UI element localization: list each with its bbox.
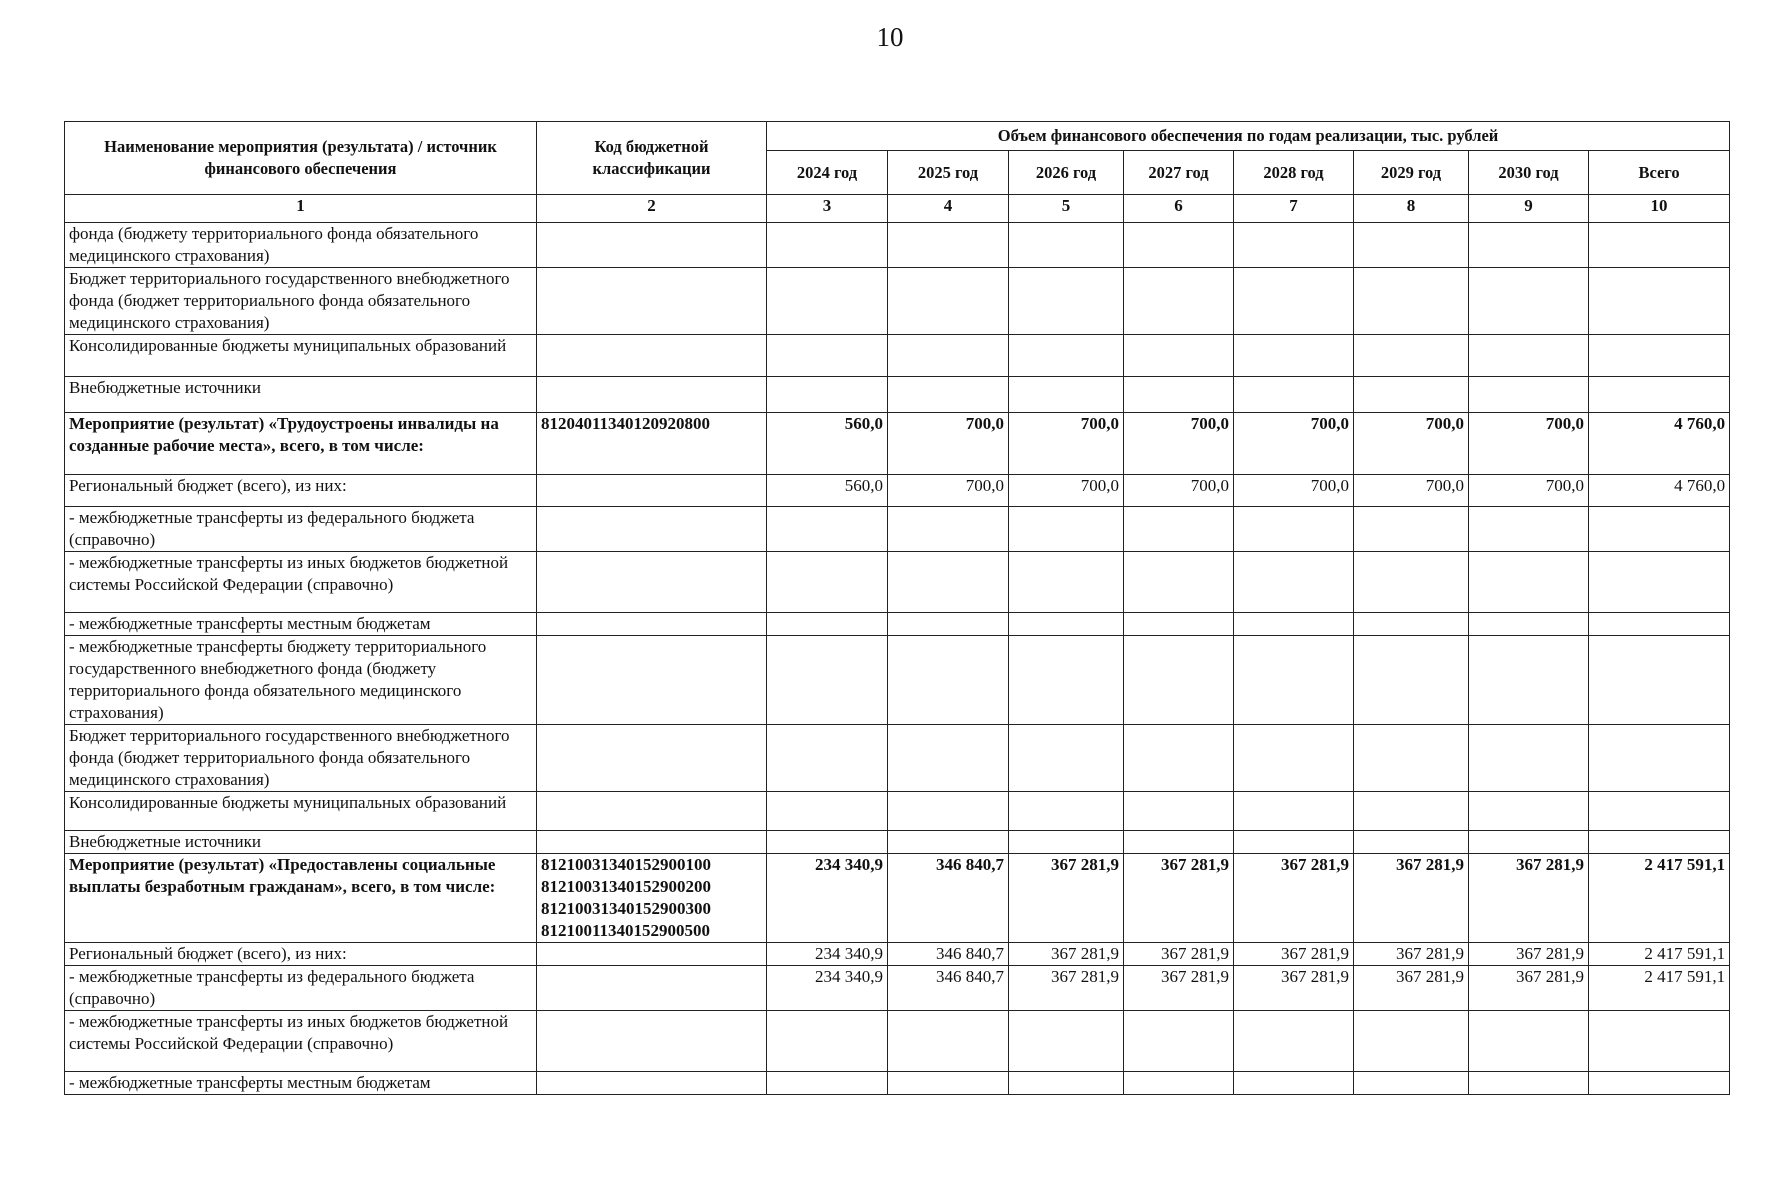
table-row xyxy=(65,831,1730,854)
row-value-cell xyxy=(1469,725,1589,792)
row-name-cell: Внебюджетные источники xyxy=(65,831,537,854)
row-name-cell: Бюджет территориального государственного внебюджетного фонда (бюджет территориального фонда обязательного медицинского страхования) xyxy=(65,268,537,335)
row-value-cell xyxy=(1009,223,1124,268)
row-value-cell xyxy=(767,377,888,413)
row-value-cell xyxy=(1469,792,1589,831)
row-value-cell xyxy=(888,377,1009,413)
table-row xyxy=(65,613,1730,636)
row-code-cell xyxy=(537,475,767,507)
row-value-cell xyxy=(1234,1072,1354,1095)
row-value-cell: 367 281,9 xyxy=(1469,966,1589,1011)
row-value-cell xyxy=(1354,792,1469,831)
row-total-cell xyxy=(1589,268,1730,335)
row-value-cell xyxy=(1354,613,1469,636)
row-total-cell xyxy=(1589,1011,1730,1072)
row-value-cell xyxy=(767,268,888,335)
row-code-cell xyxy=(537,943,767,966)
row-value-cell xyxy=(767,1072,888,1095)
row-name-cell: - межбюджетные трансферты из федерального бюджета (справочно) xyxy=(65,507,537,552)
row-value-cell xyxy=(1354,335,1469,377)
table-row xyxy=(65,377,1730,413)
row-code-cell xyxy=(537,831,767,854)
header-total: Всего xyxy=(1589,151,1730,195)
row-value-cell xyxy=(888,725,1009,792)
row-name-cell: Региональный бюджет (всего), из них: xyxy=(65,943,537,966)
row-code-cell xyxy=(537,507,767,552)
row-value-cell xyxy=(1234,725,1354,792)
row-value-cell: 367 281,9 xyxy=(1234,966,1354,1011)
header-name-column: Наименование мероприятия (результата) / источник финансового обеспечения xyxy=(65,122,537,195)
row-value-cell xyxy=(1234,636,1354,725)
row-value-cell xyxy=(1469,613,1589,636)
row-value-cell xyxy=(888,268,1009,335)
row-value-cell: 367 281,9 xyxy=(1124,943,1234,966)
row-value-cell xyxy=(1469,377,1589,413)
row-code-cell: 81210031340152900100 81210031340152900200 81210031340152900300 81210011340152900500 xyxy=(537,854,767,943)
row-value-cell xyxy=(1354,377,1469,413)
row-code-cell xyxy=(537,636,767,725)
row-name-cell: Мероприятие (результат) «Трудоустроены инвалиды на созданные рабочие места», всего, в том числе: xyxy=(65,413,537,475)
header-code-column: Код бюджетной классификации xyxy=(537,122,767,195)
row-value-cell xyxy=(1354,552,1469,613)
row-value-cell xyxy=(1124,725,1234,792)
table-row xyxy=(65,1072,1730,1095)
row-name-cell: - межбюджетные трансферты из федерального бюджета (справочно) xyxy=(65,966,537,1011)
row-name-cell: Консолидированные бюджеты муниципальных образований xyxy=(65,792,537,831)
row-value-cell xyxy=(1124,1072,1234,1095)
page-number: 10 xyxy=(876,22,904,52)
row-value-cell: 367 281,9 xyxy=(1354,854,1469,943)
row-value-cell: 700,0 xyxy=(1009,475,1124,507)
row-value-cell xyxy=(1124,335,1234,377)
row-value-cell xyxy=(1469,268,1589,335)
row-code-cell xyxy=(537,725,767,792)
row-value-cell: 700,0 xyxy=(1234,413,1354,475)
row-value-cell xyxy=(1124,636,1234,725)
row-code-cell xyxy=(537,223,767,268)
row-value-cell xyxy=(1124,792,1234,831)
row-name-cell: Мероприятие (результат) «Предоставлены социальные выплаты безработным гражданам», всего, в том числе: xyxy=(65,854,537,943)
row-value-cell xyxy=(1354,507,1469,552)
table-row xyxy=(65,943,1730,966)
row-value-cell xyxy=(1469,831,1589,854)
row-value-cell xyxy=(767,725,888,792)
row-code-cell xyxy=(537,792,767,831)
row-value-cell: 346 840,7 xyxy=(888,966,1009,1011)
row-value-cell xyxy=(1009,613,1124,636)
row-total-cell xyxy=(1589,507,1730,552)
row-name-cell: - межбюджетные трансферты местным бюджетам xyxy=(65,613,537,636)
row-value-cell xyxy=(767,613,888,636)
row-value-cell xyxy=(1354,831,1469,854)
row-value-cell xyxy=(1009,636,1124,725)
header-year: 2030 год xyxy=(1469,151,1589,195)
row-value-cell xyxy=(888,335,1009,377)
table-row xyxy=(65,636,1730,725)
row-total-cell: 4 760,0 xyxy=(1589,413,1730,475)
row-value-cell: 700,0 xyxy=(888,413,1009,475)
row-value-cell: 367 281,9 xyxy=(1354,943,1469,966)
row-value-cell xyxy=(1234,552,1354,613)
table-row xyxy=(65,792,1730,831)
header-year: 2029 год xyxy=(1354,151,1469,195)
row-code-cell xyxy=(537,335,767,377)
row-value-cell: 700,0 xyxy=(1354,475,1469,507)
row-total-cell xyxy=(1589,636,1730,725)
row-value-cell xyxy=(888,507,1009,552)
column-number: 7 xyxy=(1234,195,1354,223)
row-total-cell xyxy=(1589,1072,1730,1095)
row-value-cell: 367 281,9 xyxy=(1124,854,1234,943)
row-value-cell: 234 340,9 xyxy=(767,943,888,966)
row-value-cell xyxy=(1354,1011,1469,1072)
row-value-cell: 560,0 xyxy=(767,475,888,507)
row-code-cell xyxy=(537,377,767,413)
row-value-cell: 367 281,9 xyxy=(1469,943,1589,966)
row-value-cell xyxy=(1234,223,1354,268)
row-value-cell xyxy=(1124,268,1234,335)
row-value-cell xyxy=(1009,1011,1124,1072)
row-value-cell xyxy=(1469,1011,1589,1072)
row-name-cell: - межбюджетные трансферты из иных бюджетов бюджетной системы Российской Федерации (справочно) xyxy=(65,552,537,613)
row-value-cell: 234 340,9 xyxy=(767,854,888,943)
row-value-cell xyxy=(1124,507,1234,552)
header-year: 2025 год xyxy=(888,151,1009,195)
row-value-cell xyxy=(1124,377,1234,413)
table-row xyxy=(65,552,1730,613)
row-value-cell xyxy=(1124,831,1234,854)
row-value-cell xyxy=(1009,335,1124,377)
row-value-cell xyxy=(767,223,888,268)
row-value-cell xyxy=(1469,335,1589,377)
row-value-cell xyxy=(888,792,1009,831)
row-total-cell: 2 417 591,1 xyxy=(1589,966,1730,1011)
row-value-cell xyxy=(1354,268,1469,335)
row-value-cell xyxy=(767,792,888,831)
financing-table xyxy=(64,121,1730,1095)
row-value-cell xyxy=(1124,552,1234,613)
row-value-cell xyxy=(1354,725,1469,792)
row-value-cell xyxy=(1469,223,1589,268)
row-total-cell: 2 417 591,1 xyxy=(1589,854,1730,943)
row-value-cell: 367 281,9 xyxy=(1234,943,1354,966)
row-code-cell xyxy=(537,268,767,335)
row-value-cell xyxy=(1234,507,1354,552)
table-body xyxy=(65,223,1730,1095)
table-row xyxy=(65,966,1730,1011)
row-value-cell xyxy=(1009,552,1124,613)
row-value-cell xyxy=(1124,613,1234,636)
table-row xyxy=(65,725,1730,792)
row-total-cell xyxy=(1589,223,1730,268)
row-total-cell xyxy=(1589,377,1730,413)
row-name-cell: фонда (бюджету территориального фонда обязательного медицинского страхования) xyxy=(65,223,537,268)
row-value-cell xyxy=(767,1011,888,1072)
row-value-cell xyxy=(1234,377,1354,413)
table-row xyxy=(65,475,1730,507)
row-total-cell xyxy=(1589,552,1730,613)
row-value-cell xyxy=(1354,1072,1469,1095)
row-value-cell xyxy=(1009,268,1124,335)
table-row xyxy=(65,268,1730,335)
column-number: 10 xyxy=(1589,195,1730,223)
row-name-cell: - межбюджетные трансферты бюджету территориального государственного внебюджетного фонда (бюджету территориального фонда обязательного медицинского страхования) xyxy=(65,636,537,725)
row-value-cell xyxy=(1124,1011,1234,1072)
header-volume-column: Объем финансового обеспечения по годам реализации, тыс. рублей xyxy=(767,122,1730,151)
column-number: 8 xyxy=(1354,195,1469,223)
row-value-cell xyxy=(1009,725,1124,792)
row-value-cell: 700,0 xyxy=(1469,475,1589,507)
row-total-cell xyxy=(1589,792,1730,831)
row-value-cell: 367 281,9 xyxy=(1124,966,1234,1011)
row-value-cell xyxy=(1469,636,1589,725)
row-name-cell: Консолидированные бюджеты муниципальных образований xyxy=(65,335,537,377)
row-value-cell: 367 281,9 xyxy=(1009,943,1124,966)
row-value-cell xyxy=(888,636,1009,725)
table-row xyxy=(65,413,1730,475)
row-value-cell: 700,0 xyxy=(1009,413,1124,475)
row-code-cell: 81204011340120920800 xyxy=(537,413,767,475)
row-name-cell: - межбюджетные трансферты из иных бюджетов бюджетной системы Российской Федерации (справочно) xyxy=(65,1011,537,1072)
row-value-cell xyxy=(1234,268,1354,335)
row-name-cell: Бюджет территориального государственного внебюджетного фонда (бюджет территориального фонда обязательного медицинского страхования) xyxy=(65,725,537,792)
row-value-cell: 367 281,9 xyxy=(1469,854,1589,943)
row-value-cell: 560,0 xyxy=(767,413,888,475)
row-value-cell xyxy=(888,1072,1009,1095)
header-year: 2028 год xyxy=(1234,151,1354,195)
table-row xyxy=(65,507,1730,552)
row-total-cell: 4 760,0 xyxy=(1589,475,1730,507)
row-value-cell xyxy=(1234,1011,1354,1072)
row-total-cell xyxy=(1589,831,1730,854)
row-value-cell xyxy=(767,831,888,854)
row-total-cell xyxy=(1589,725,1730,792)
row-value-cell xyxy=(888,1011,1009,1072)
row-value-cell xyxy=(1354,223,1469,268)
table-row xyxy=(65,1011,1730,1072)
row-value-cell xyxy=(1234,831,1354,854)
row-code-cell xyxy=(537,1072,767,1095)
row-code-cell xyxy=(537,1011,767,1072)
row-total-cell: 2 417 591,1 xyxy=(1589,943,1730,966)
row-value-cell: 234 340,9 xyxy=(767,966,888,1011)
table-row xyxy=(65,335,1730,377)
row-value-cell: 700,0 xyxy=(1234,475,1354,507)
row-value-cell: 367 281,9 xyxy=(1009,854,1124,943)
row-value-cell: 346 840,7 xyxy=(888,854,1009,943)
row-value-cell xyxy=(767,335,888,377)
row-value-cell xyxy=(888,831,1009,854)
header-year: 2024 год xyxy=(767,151,888,195)
row-value-cell xyxy=(1234,613,1354,636)
column-number: 1 xyxy=(65,195,537,223)
row-name-cell: - межбюджетные трансферты местным бюджетам xyxy=(65,1072,537,1095)
row-value-cell xyxy=(1009,1072,1124,1095)
row-value-cell xyxy=(1354,636,1469,725)
row-name-cell: Региональный бюджет (всего), из них: xyxy=(65,475,537,507)
row-total-cell xyxy=(1589,613,1730,636)
row-value-cell: 700,0 xyxy=(1354,413,1469,475)
row-value-cell xyxy=(1009,792,1124,831)
row-value-cell xyxy=(1469,1072,1589,1095)
row-value-cell xyxy=(888,552,1009,613)
table-column-numbers-row xyxy=(65,195,1730,223)
row-value-cell xyxy=(1234,792,1354,831)
row-value-cell: 700,0 xyxy=(1124,413,1234,475)
row-value-cell: 346 840,7 xyxy=(888,943,1009,966)
row-value-cell xyxy=(1124,223,1234,268)
row-value-cell xyxy=(888,223,1009,268)
column-number: 5 xyxy=(1009,195,1124,223)
column-number: 9 xyxy=(1469,195,1589,223)
column-number: 2 xyxy=(537,195,767,223)
column-number: 4 xyxy=(888,195,1009,223)
row-value-cell xyxy=(767,507,888,552)
header-year: 2026 год xyxy=(1009,151,1124,195)
row-code-cell xyxy=(537,552,767,613)
row-name-cell: Внебюджетные источники xyxy=(65,377,537,413)
row-code-cell xyxy=(537,966,767,1011)
row-value-cell xyxy=(1234,335,1354,377)
row-value-cell xyxy=(1009,507,1124,552)
table-row xyxy=(65,854,1730,943)
row-total-cell xyxy=(1589,335,1730,377)
row-value-cell: 367 281,9 xyxy=(1234,854,1354,943)
row-value-cell: 700,0 xyxy=(888,475,1009,507)
row-value-cell xyxy=(767,636,888,725)
column-number: 6 xyxy=(1124,195,1234,223)
row-value-cell xyxy=(1009,831,1124,854)
table-header-row xyxy=(65,122,1730,151)
row-value-cell: 700,0 xyxy=(1124,475,1234,507)
row-value-cell: 367 281,9 xyxy=(1354,966,1469,1011)
row-code-cell xyxy=(537,613,767,636)
header-year: 2027 год xyxy=(1124,151,1234,195)
row-value-cell xyxy=(767,552,888,613)
row-value-cell: 700,0 xyxy=(1469,413,1589,475)
column-number: 3 xyxy=(767,195,888,223)
row-value-cell xyxy=(1469,507,1589,552)
table-row xyxy=(65,223,1730,268)
row-value-cell xyxy=(1469,552,1589,613)
row-value-cell xyxy=(1009,377,1124,413)
row-value-cell: 367 281,9 xyxy=(1009,966,1124,1011)
row-value-cell xyxy=(888,613,1009,636)
